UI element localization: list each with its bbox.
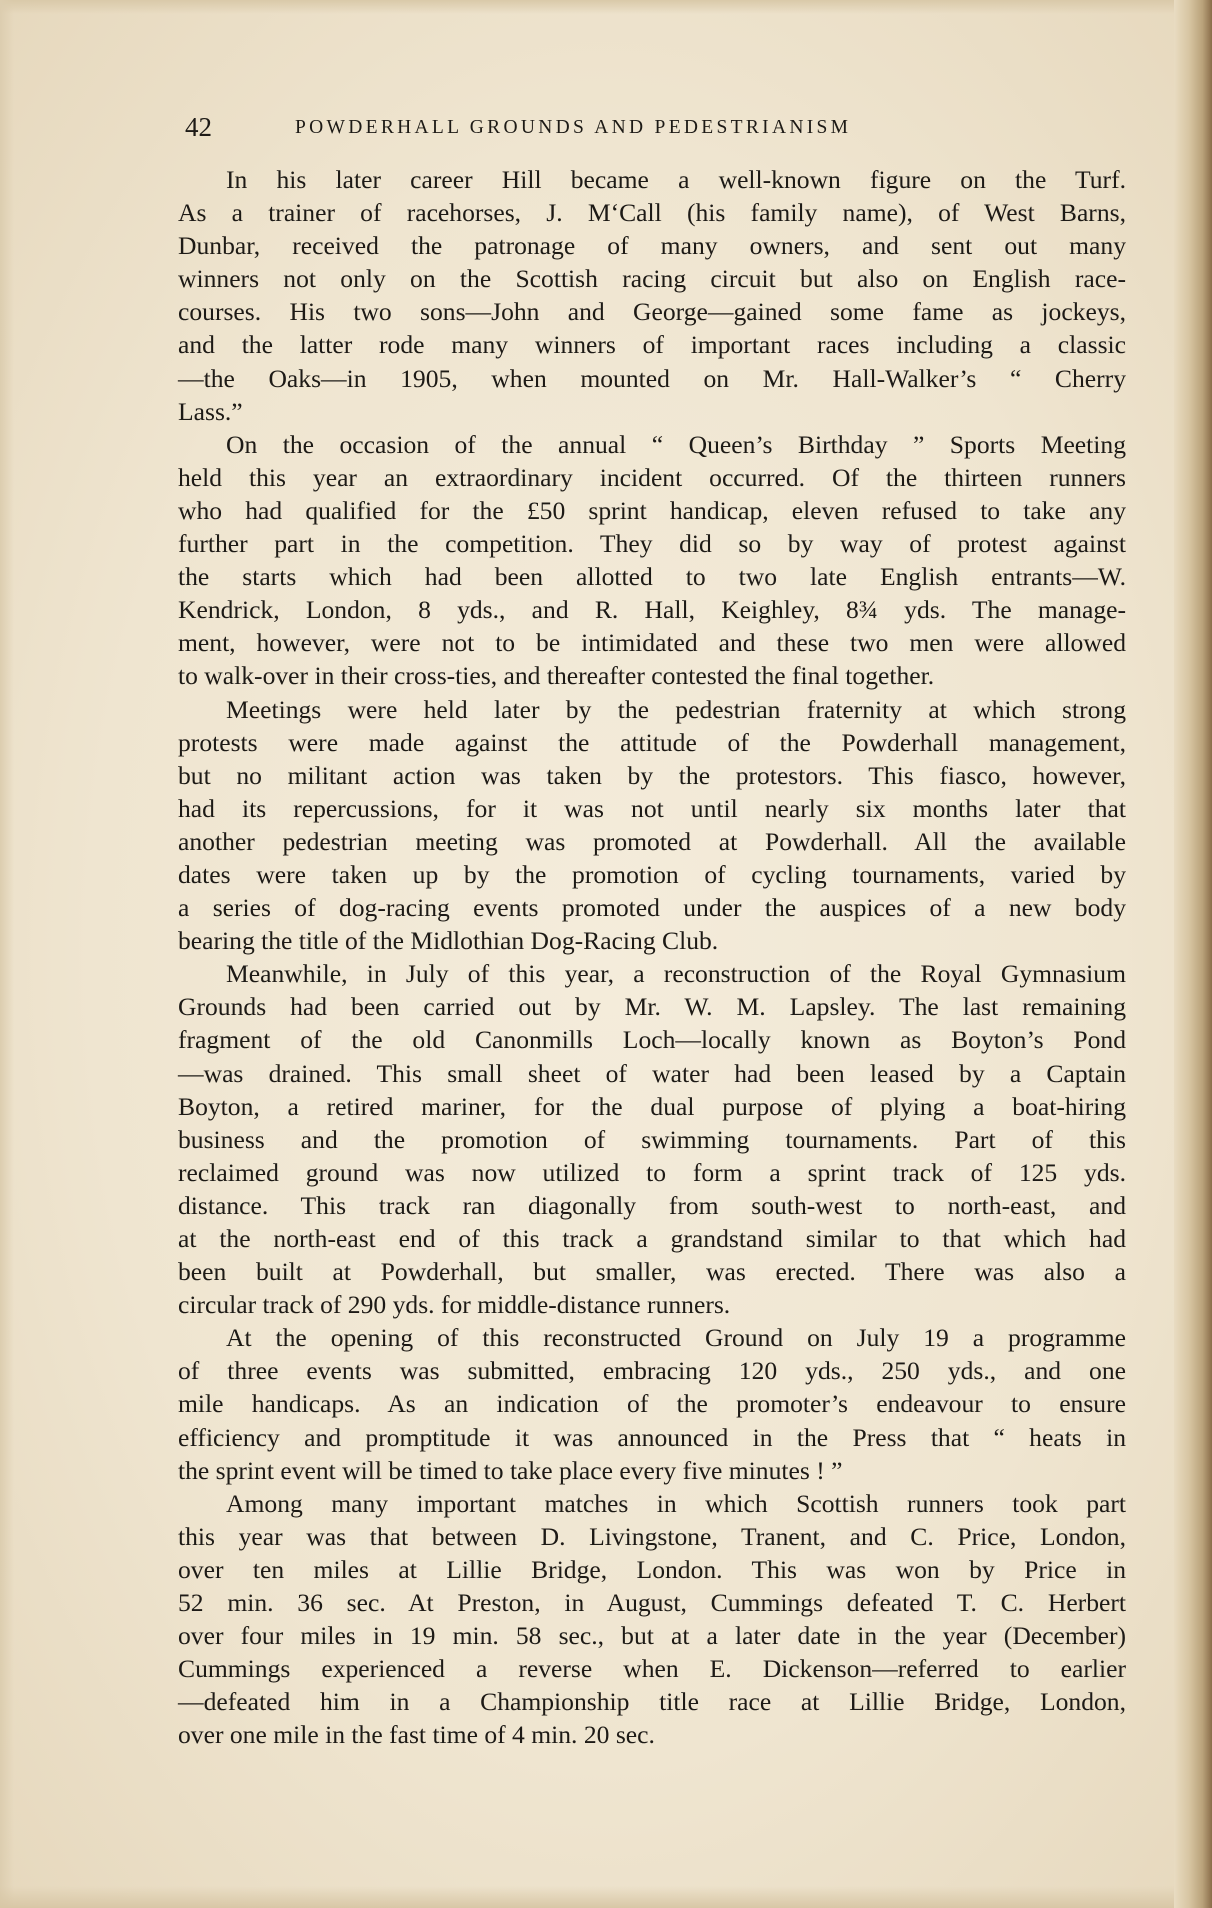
text-line: Meanwhile, in July of this year, a reconstruction of the Royal Gymnasium — [226, 959, 1126, 989]
text-line: Boyton, a retired mariner, for the dual purpose of plying a boat-hiring — [178, 1091, 1126, 1121]
text-line: —was drained. This small sheet of water had been leased by a Captain — [178, 1058, 1126, 1088]
page-left-edge — [0, 0, 14, 1908]
text-line: Kendrick, London, 8 yds., and R. Hall, Keighley, 8¾ yds. The manage- — [178, 595, 1126, 625]
running-head-title: POWDERHALL GROUNDS AND PEDESTRIANISM — [295, 117, 852, 138]
text-line: protests were made against the attitude of the Powderhall management, — [178, 727, 1126, 757]
text-line: the sprint event will be timed to take place every five minutes ! ” — [178, 1455, 843, 1485]
text-line: held this year an extraordinary incident occurred. Of the thirteen runners — [178, 462, 1126, 492]
page-right-edge — [1174, 0, 1212, 1908]
text-line: a series of dog-racing events promoted under the auspices of a new body — [178, 893, 1126, 923]
text-line: distance. This track ran diagonally from south-west to north-east, and — [178, 1190, 1126, 1220]
running-head — [185, 110, 1030, 144]
text-line: —defeated him in a Championship title race at Lillie Bridge, London, — [178, 1687, 1126, 1717]
text-line: circular track of 290 yds. for middle-distance runners. — [178, 1290, 731, 1320]
text-line: but no militant action was taken by the protestors. This fiasco, however, — [178, 760, 1126, 790]
text-line: at the north-east end of this track a grandstand similar to that which had — [178, 1224, 1126, 1253]
text-line: to walk-over in their cross-ties, and thereafter contested the final together. — [178, 661, 935, 691]
text-line: As a trainer of racehorses, J. M‘Call (his family name), of West Barns, — [178, 198, 1126, 228]
text-line: over ten miles at Lillie Bridge, London. This was won by Price in — [178, 1554, 1126, 1584]
text-line: over four miles in 19 min. 58 sec., but at a later date in the year (December) — [178, 1621, 1126, 1651]
text-line: who had qualified for the £50 sprint handicap, eleven refused to take any — [178, 495, 1126, 525]
text-line: had its repercussions, for it was not until nearly six months later that — [178, 793, 1126, 823]
text-line: ment, however, were not to be intimidated and these two men were allowed — [178, 628, 1126, 658]
text-line: fragment of the old Canonmills Loch—locally known as Boyton’s Pond — [178, 1025, 1126, 1055]
text-line: Grounds had been carried out by Mr. W. M. Lapsley. The last remaining — [178, 992, 1126, 1022]
page-number: 42 — [185, 112, 212, 142]
text-line: further part in the competition. They did so by way of protest against — [178, 529, 1126, 559]
text-line: In his later career Hill became a well-known figure on the Turf. — [226, 165, 1126, 194]
text-line: winners not only on the Scottish racing circuit but also on English race- — [178, 264, 1126, 294]
text-line: of three events was submitted, embracing 120 yds., 250 yds., and one — [178, 1356, 1126, 1386]
text-line: the starts which had been allotted to two late English entrants—W. — [178, 562, 1126, 592]
text-line: business and the promotion of swimming tournaments. Part of this — [178, 1124, 1126, 1154]
text-line: 52 min. 36 sec. At Preston, in August, Cummings defeated T. C. Herbert — [178, 1588, 1126, 1618]
page-bottom-edge — [0, 1886, 1212, 1908]
text-line: mile handicaps. As an indication of the promoter’s endeavour to ensure — [178, 1389, 1126, 1419]
paragraph — [178, 1321, 1126, 1486]
paragraph — [178, 693, 1126, 958]
text-line: reclaimed ground was now utilized to form a sprint track of 125 yds. — [178, 1157, 1126, 1187]
text-line: been built at Powderhall, but smaller, was erected. There was also a — [178, 1257, 1126, 1287]
text-line: At the opening of this reconstructed Ground on July 19 a programme — [226, 1323, 1126, 1353]
text-line: Meetings were held later by the pedestrian fraternity at which strong — [226, 694, 1126, 724]
page-top-edge — [0, 0, 1212, 14]
paragraph — [178, 1487, 1126, 1752]
body-text — [178, 163, 1126, 1752]
text-line: another pedestrian meeting was promoted at Powderhall. All the available — [178, 826, 1126, 856]
text-line: Lass.” — [178, 396, 243, 426]
paragraph — [178, 428, 1126, 693]
text-line: Among many important matches in which Scottish runners took part — [226, 1488, 1126, 1518]
paragraph — [178, 957, 1126, 1321]
text-line: bearing the title of the Midlothian Dog-Racing Club. — [178, 926, 719, 956]
text-line: this year was that between D. Livingstone, Tranent, and C. Price, London, — [178, 1521, 1126, 1551]
text-line: On the occasion of the annual “ Queen’s Birthday ” Sports Meeting — [226, 429, 1126, 459]
text-line: —the Oaks—in 1905, when mounted on Mr. Hall-Walker’s “ Cherry — [178, 363, 1126, 393]
text-line: dates were taken up by the promotion of cycling tournaments, varied by — [178, 859, 1126, 889]
text-line: Dunbar, received the patronage of many owners, and sent out many — [178, 231, 1126, 261]
text-line: efficiency and promptitude it was announced in the Press that “ heats in — [178, 1422, 1126, 1452]
text-line: and the latter rode many winners of important races including a classic — [178, 330, 1126, 360]
text-line: courses. His two sons—John and George—gained some fame as jockeys, — [178, 297, 1126, 327]
text-line: over one mile in the fast time of 4 min. 20 sec. — [178, 1720, 655, 1750]
text-line: Cummings experienced a reverse when E. Dickenson—referred to earlier — [178, 1654, 1126, 1684]
paragraph — [178, 163, 1126, 428]
